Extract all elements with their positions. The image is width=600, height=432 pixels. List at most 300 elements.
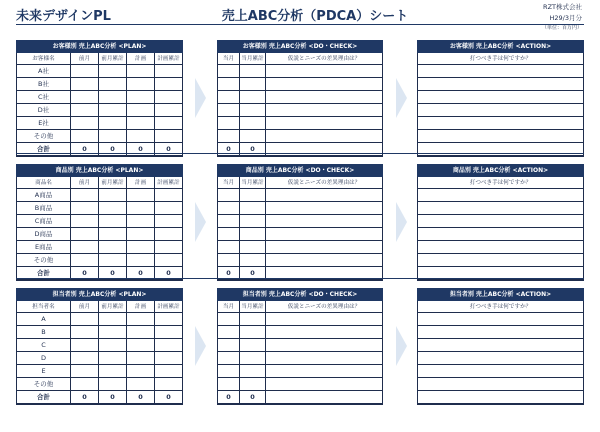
input-cell[interactable] (240, 117, 266, 130)
input-cell[interactable] (71, 241, 99, 254)
input-cell[interactable] (71, 91, 99, 104)
input-cell[interactable] (418, 65, 584, 78)
input-cell[interactable] (71, 189, 99, 202)
input-cell[interactable] (266, 65, 383, 78)
input-cell[interactable] (240, 365, 266, 378)
input-cell[interactable] (218, 326, 240, 339)
table-row (418, 78, 584, 91)
input-cell[interactable] (218, 130, 240, 143)
input-cell[interactable] (240, 202, 266, 215)
input-cell[interactable] (266, 326, 383, 339)
input-cell[interactable] (266, 189, 383, 202)
row-label: E商品 (17, 241, 71, 254)
input-cell[interactable] (71, 339, 99, 352)
input-cell[interactable] (155, 202, 183, 215)
input-cell[interactable] (240, 65, 266, 78)
staff-plan-table (16, 288, 183, 405)
input-cell[interactable] (127, 326, 155, 339)
title-row (218, 165, 383, 177)
docheck-col-header: 当月 (218, 301, 240, 313)
input-cell[interactable] (218, 228, 240, 241)
input-cell[interactable] (218, 365, 240, 378)
input-cell[interactable] (266, 78, 383, 91)
title-row (218, 289, 383, 301)
input-cell[interactable] (71, 365, 99, 378)
table-row (218, 189, 383, 202)
row-label: D社 (17, 104, 71, 117)
input-cell[interactable] (418, 91, 584, 104)
input-cell[interactable] (155, 215, 183, 228)
input-cell[interactable] (127, 202, 155, 215)
input-cell[interactable] (99, 65, 127, 78)
docheck-col-header: 当月 (218, 53, 240, 65)
column-header-row (418, 177, 584, 189)
row-label: E (17, 365, 71, 378)
input-cell[interactable] (218, 78, 240, 91)
input-cell[interactable] (71, 326, 99, 339)
input-cell[interactable] (71, 130, 99, 143)
input-cell[interactable] (99, 228, 127, 241)
table-row (17, 215, 183, 228)
input-cell[interactable] (155, 254, 183, 267)
input-cell[interactable] (71, 313, 99, 326)
input-cell[interactable] (71, 202, 99, 215)
input-cell[interactable] (418, 352, 584, 365)
header-info (542, 2, 582, 32)
input-cell[interactable] (418, 215, 584, 228)
plan-col-header: 計画累計 (155, 301, 183, 313)
input-cell[interactable] (127, 117, 155, 130)
table-row (418, 339, 584, 352)
input-cell[interactable] (71, 378, 99, 391)
input-cell[interactable] (99, 326, 127, 339)
table-row (218, 365, 383, 378)
input-cell[interactable] (240, 378, 266, 391)
plan-title: お客様別 売上ABC分析 <PLAN> (17, 41, 183, 53)
row-label: A (17, 313, 71, 326)
action-title: お客様別 売上ABC分析 <ACTION> (418, 41, 584, 53)
table-row (218, 326, 383, 339)
input-cell[interactable] (218, 313, 240, 326)
staff-action-table (417, 288, 584, 405)
total-value: 0 (99, 391, 127, 405)
input-cell[interactable] (218, 202, 240, 215)
row-label: C商品 (17, 215, 71, 228)
input-cell[interactable] (418, 391, 584, 405)
total-value: 0 (240, 143, 266, 157)
row-label: C社 (17, 91, 71, 104)
table-row (418, 91, 584, 104)
table-row (17, 365, 183, 378)
input-cell[interactable] (155, 378, 183, 391)
row-label: B社 (17, 78, 71, 91)
total-value: 0 (155, 267, 183, 281)
input-cell[interactable] (240, 130, 266, 143)
input-cell[interactable] (218, 352, 240, 365)
input-cell[interactable] (71, 352, 99, 365)
total-value: 0 (218, 267, 240, 281)
table-row (218, 254, 383, 267)
row-label: E社 (17, 117, 71, 130)
table-row (418, 254, 584, 267)
input-cell[interactable] (418, 254, 584, 267)
column-header-row (17, 53, 183, 65)
table-row (418, 228, 584, 241)
input-cell[interactable] (240, 352, 266, 365)
table-row (418, 326, 584, 339)
chevron-right-icon (396, 78, 407, 118)
table-row (17, 65, 183, 78)
table-row (418, 378, 584, 391)
input-cell[interactable] (155, 365, 183, 378)
plan-col-header: 前月 (71, 53, 99, 65)
input-cell[interactable] (155, 241, 183, 254)
input-cell[interactable] (218, 189, 240, 202)
column-header-row (418, 301, 584, 313)
input-cell[interactable] (418, 339, 584, 352)
table-row (218, 352, 383, 365)
section-divider (16, 153, 584, 154)
input-cell[interactable] (127, 352, 155, 365)
input-cell[interactable] (218, 215, 240, 228)
total-value: 0 (127, 391, 155, 405)
input-cell[interactable] (218, 254, 240, 267)
row-label: D (17, 352, 71, 365)
input-cell[interactable] (266, 215, 383, 228)
input-cell[interactable] (240, 313, 266, 326)
input-cell[interactable] (99, 117, 127, 130)
input-cell[interactable] (99, 202, 127, 215)
total-row (218, 391, 383, 405)
input-cell[interactable] (99, 254, 127, 267)
plan-col-header: お客様名 (17, 53, 71, 65)
table-row (17, 117, 183, 130)
docheck-col-header: 仮説とニーズの差異理由は？ (266, 177, 383, 189)
row-label: その他 (17, 378, 71, 391)
docheck-title: 担当者別 売上ABC分析 <DO・CHECK> (218, 289, 383, 301)
input-cell[interactable] (418, 117, 584, 130)
title-row (17, 41, 183, 53)
section-divider (16, 278, 584, 279)
total-value: 0 (218, 143, 240, 157)
input-cell[interactable] (71, 65, 99, 78)
total-value: 0 (240, 267, 266, 281)
table-row (17, 326, 183, 339)
input-cell[interactable] (99, 104, 127, 117)
input-cell[interactable] (240, 189, 266, 202)
input-cell[interactable] (418, 313, 584, 326)
total-label: 合計 (17, 391, 71, 405)
input-cell[interactable] (266, 130, 383, 143)
table-row (418, 189, 584, 202)
input-cell[interactable] (240, 326, 266, 339)
input-cell[interactable] (266, 352, 383, 365)
total-value: 0 (127, 267, 155, 281)
table-row (17, 352, 183, 365)
title-row (17, 165, 183, 177)
total-row (418, 391, 584, 405)
input-cell[interactable] (418, 241, 584, 254)
column-header-row (17, 177, 183, 189)
table-row (17, 378, 183, 391)
input-cell[interactable] (266, 313, 383, 326)
chevron-right-icon (195, 202, 206, 242)
row-label: A商品 (17, 189, 71, 202)
total-value: 0 (240, 391, 266, 405)
input-cell[interactable] (99, 378, 127, 391)
table-row (418, 130, 584, 143)
input-cell[interactable] (127, 313, 155, 326)
input-cell[interactable] (127, 189, 155, 202)
input-cell[interactable] (266, 254, 383, 267)
table-row (17, 313, 183, 326)
input-cell[interactable] (127, 104, 155, 117)
input-cell[interactable] (155, 189, 183, 202)
chevron-right-icon (396, 202, 407, 242)
table-row (17, 91, 183, 104)
input-cell[interactable] (418, 378, 584, 391)
table-row (218, 228, 383, 241)
total-label: 合計 (17, 267, 71, 281)
docheck-title: お客様別 売上ABC分析 <DO・CHECK> (218, 41, 383, 53)
total-value: 0 (155, 143, 183, 157)
table-row (418, 65, 584, 78)
input-cell[interactable] (99, 313, 127, 326)
input-cell[interactable] (418, 189, 584, 202)
table-row (17, 202, 183, 215)
total-value: 0 (99, 143, 127, 157)
input-cell[interactable] (99, 91, 127, 104)
customer-action-table (417, 40, 584, 157)
input-cell[interactable] (155, 228, 183, 241)
input-cell[interactable] (71, 254, 99, 267)
docheck-col-header: 当月累計 (240, 301, 266, 313)
input-cell[interactable] (127, 365, 155, 378)
input-cell[interactable] (127, 78, 155, 91)
plan-col-header: 計画 (127, 177, 155, 189)
input-cell[interactable] (266, 104, 383, 117)
table-row (218, 78, 383, 91)
staff-docheck-table (217, 288, 383, 405)
table-row (17, 130, 183, 143)
input-cell[interactable] (418, 104, 584, 117)
input-cell[interactable] (155, 104, 183, 117)
table-row (418, 117, 584, 130)
sheet-title: 売上ABC分析（PDCA）シート (221, 9, 409, 24)
docheck-col-header: 当月累計 (240, 177, 266, 189)
input-cell[interactable] (127, 65, 155, 78)
header-rule (16, 24, 584, 25)
plan-title: 担当者別 売上ABC分析 <PLAN> (17, 289, 183, 301)
input-cell[interactable] (99, 189, 127, 202)
input-cell[interactable] (99, 241, 127, 254)
input-cell[interactable] (266, 117, 383, 130)
total-value: 0 (127, 143, 155, 157)
table-row (17, 254, 183, 267)
input-cell[interactable] (127, 254, 155, 267)
client-name: RZT株式会社 (543, 3, 582, 11)
title-row (17, 289, 183, 301)
input-cell[interactable] (218, 117, 240, 130)
input-cell[interactable] (155, 352, 183, 365)
total-row (17, 391, 183, 405)
input-cell[interactable] (99, 352, 127, 365)
input-cell[interactable] (218, 104, 240, 117)
row-label: D商品 (17, 228, 71, 241)
row-label: A社 (17, 65, 71, 78)
title-row (418, 289, 584, 301)
input-cell[interactable] (218, 378, 240, 391)
action-col-header: 打つべき手は何ですか？ (418, 301, 584, 313)
input-cell[interactable] (266, 228, 383, 241)
title-row (218, 41, 383, 53)
company-name: 未来デザインPL (16, 9, 111, 24)
title-row (418, 41, 584, 53)
input-cell[interactable] (266, 91, 383, 104)
table-row (218, 313, 383, 326)
product-docheck-table (217, 164, 383, 281)
total-label: 合計 (17, 143, 71, 157)
input-cell[interactable] (127, 215, 155, 228)
column-header-row (218, 53, 383, 65)
table-row (218, 130, 383, 143)
action-col-header: 打つべき手は何ですか？ (418, 177, 584, 189)
input-cell[interactable] (155, 130, 183, 143)
plan-col-header: 計画累計 (155, 177, 183, 189)
column-header-row (218, 177, 383, 189)
docheck-title: 商品別 売上ABC分析 <DO・CHECK> (218, 165, 383, 177)
table-row (418, 104, 584, 117)
plan-col-header: 計画 (127, 53, 155, 65)
input-cell[interactable] (99, 365, 127, 378)
plan-col-header: 商品名 (17, 177, 71, 189)
customer-plan-table (16, 40, 183, 157)
action-title: 商品別 売上ABC分析 <ACTION> (418, 165, 584, 177)
docheck-col-header: 当月 (218, 177, 240, 189)
chevron-right-icon (396, 326, 407, 366)
table-row (418, 215, 584, 228)
table-row (218, 65, 383, 78)
input-cell[interactable] (71, 228, 99, 241)
input-cell[interactable] (418, 365, 584, 378)
action-title: 担当者別 売上ABC分析 <ACTION> (418, 289, 584, 301)
plan-col-header: 前月累計 (99, 301, 127, 313)
input-cell[interactable] (418, 228, 584, 241)
plan-col-header: 前月累計 (99, 53, 127, 65)
input-cell[interactable] (155, 339, 183, 352)
docheck-col-header: 当月累計 (240, 53, 266, 65)
input-cell[interactable] (99, 339, 127, 352)
input-cell[interactable] (218, 65, 240, 78)
input-cell[interactable] (155, 313, 183, 326)
input-cell[interactable] (240, 104, 266, 117)
input-cell[interactable] (418, 130, 584, 143)
input-cell[interactable] (71, 104, 99, 117)
plan-col-header: 前月累計 (99, 177, 127, 189)
input-cell[interactable] (127, 378, 155, 391)
table-row (418, 313, 584, 326)
plan-col-header: 前月 (71, 301, 99, 313)
plan-title: 商品別 売上ABC分析 <PLAN> (17, 165, 183, 177)
row-label: その他 (17, 130, 71, 143)
row-label: B商品 (17, 202, 71, 215)
input-cell[interactable] (266, 378, 383, 391)
input-cell[interactable] (127, 339, 155, 352)
docheck-col-header: 仮説とニーズの差異理由は？ (266, 53, 383, 65)
product-plan-table (16, 164, 183, 281)
total-value: 0 (155, 391, 183, 405)
input-cell[interactable] (240, 241, 266, 254)
input-cell[interactable] (266, 339, 383, 352)
input-cell[interactable] (127, 241, 155, 254)
total-value: 0 (99, 267, 127, 281)
table-row (17, 228, 183, 241)
input-cell[interactable] (99, 130, 127, 143)
table-row (17, 104, 183, 117)
input-cell[interactable] (240, 78, 266, 91)
input-cell[interactable] (240, 254, 266, 267)
total-value: 0 (71, 391, 99, 405)
table-row (17, 78, 183, 91)
input-cell[interactable] (240, 228, 266, 241)
input-cell[interactable] (218, 91, 240, 104)
input-cell[interactable] (71, 117, 99, 130)
title-row (418, 165, 584, 177)
input-cell[interactable] (155, 117, 183, 130)
table-row (218, 339, 383, 352)
input-cell[interactable] (240, 91, 266, 104)
input-cell[interactable] (418, 202, 584, 215)
input-cell[interactable] (155, 91, 183, 104)
product-action-table (417, 164, 584, 281)
table-row (218, 91, 383, 104)
input-cell[interactable] (127, 130, 155, 143)
input-cell[interactable] (99, 78, 127, 91)
plan-col-header: 前月 (71, 177, 99, 189)
table-row (218, 215, 383, 228)
input-cell[interactable] (418, 326, 584, 339)
table-row (17, 339, 183, 352)
table-row (418, 202, 584, 215)
plan-col-header: 計画累計 (155, 53, 183, 65)
docheck-col-header: 仮説とニーズの差異理由は？ (266, 301, 383, 313)
input-cell[interactable] (218, 241, 240, 254)
input-cell[interactable] (418, 78, 584, 91)
row-label: B (17, 326, 71, 339)
input-cell[interactable] (240, 339, 266, 352)
input-cell[interactable] (266, 365, 383, 378)
input-cell[interactable] (266, 241, 383, 254)
input-cell[interactable] (155, 65, 183, 78)
column-header-row (17, 301, 183, 313)
input-cell[interactable] (71, 215, 99, 228)
input-cell[interactable] (99, 215, 127, 228)
input-cell[interactable] (155, 78, 183, 91)
input-cell[interactable] (71, 78, 99, 91)
input-cell[interactable] (155, 326, 183, 339)
input-cell[interactable] (127, 91, 155, 104)
input-cell[interactable] (127, 228, 155, 241)
table-row (218, 241, 383, 254)
total-value: 0 (71, 267, 99, 281)
input-cell[interactable] (240, 215, 266, 228)
reason-total-cell[interactable] (266, 391, 383, 405)
input-cell[interactable] (218, 339, 240, 352)
row-label: その他 (17, 254, 71, 267)
table-row (418, 352, 584, 365)
total-value: 0 (71, 143, 99, 157)
input-cell[interactable] (266, 202, 383, 215)
